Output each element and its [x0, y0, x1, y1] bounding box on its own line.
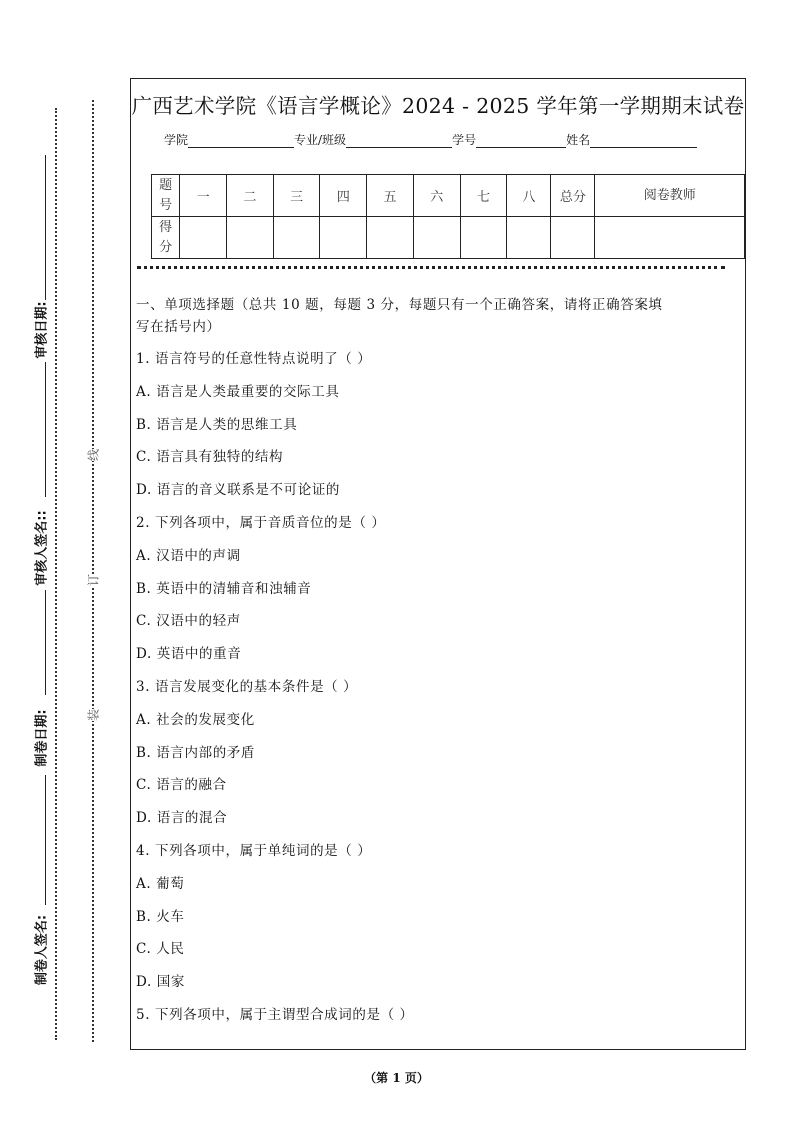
student-info — [164, 131, 697, 148]
header-cell: 二 — [227, 175, 274, 217]
maker-sign-line — [45, 775, 46, 905]
question-option: A. 社会的发展变化 — [136, 711, 255, 728]
score-table-header-row — [152, 175, 745, 217]
question-option: B. 语言是人类的思维工具 — [136, 416, 298, 433]
bind-char-ding: 订 — [83, 574, 104, 586]
question-option: C. 人民 — [136, 941, 185, 958]
bind-char-xian: 线 — [83, 449, 104, 461]
question-option: D. 语言的音义联系是不可论证的 — [136, 482, 341, 499]
score-row-label: 得分 — [152, 217, 180, 259]
header-cell: 六 — [413, 175, 460, 217]
exam-title: 广西艺术学院《语言学概论》2024 - 2025 学年第一学期期末试卷 — [131, 94, 745, 118]
question-option: B. 语言内部的矛盾 — [136, 744, 256, 761]
major-field[interactable] — [346, 133, 452, 148]
question-option: B. 英语中的清辅音和浊辅音 — [136, 580, 312, 597]
header-cell: 题号 — [152, 175, 180, 217]
question-option: C. 语言具有独特的结构 — [136, 449, 284, 466]
score-cell[interactable] — [595, 217, 745, 259]
make-date-line — [45, 590, 46, 695]
question-option: D. 国家 — [136, 974, 185, 991]
margin-dotted-line — [55, 108, 57, 1040]
header-cell: 四 — [320, 175, 367, 217]
question-option: B. 火车 — [136, 908, 185, 925]
header-cell: 一 — [180, 175, 227, 217]
exam-frame — [130, 78, 746, 1050]
question-stem: 3. 语言发展变化的基本条件是（ ） — [136, 679, 358, 695]
score-cell[interactable] — [320, 217, 367, 259]
question-stem: 1. 语言符号的任意性特点说明了（ ） — [136, 351, 372, 367]
reviewer-sign-line — [45, 362, 46, 497]
score-table — [151, 174, 745, 259]
student-id-field[interactable] — [476, 133, 566, 148]
review-date-label: 审核日期: — [34, 301, 50, 359]
question-option: A. 汉语中的声调 — [136, 547, 241, 564]
name-field[interactable] — [590, 133, 697, 148]
section-heading-cont: 写在括号内） — [136, 319, 221, 335]
header-cell: 五 — [367, 175, 414, 217]
question-stem: 5. 下列各项中，属于主谓型合成词的是（ ） — [136, 1007, 414, 1023]
score-cell[interactable] — [460, 217, 507, 259]
question-option: A. 葡萄 — [136, 875, 185, 892]
bind-char-zhuang: 装 — [83, 709, 104, 721]
student-id-label: 学号 — [452, 133, 477, 147]
score-cell[interactable] — [413, 217, 460, 259]
question-option: C. 语言的融合 — [136, 777, 227, 794]
make-date-label: 制卷日期: — [34, 709, 50, 767]
score-cell[interactable] — [180, 217, 227, 259]
review-date-line — [45, 155, 46, 300]
question-stem: 2. 下列各项中，属于音质音位的是（ ） — [136, 515, 386, 531]
score-cell[interactable] — [551, 217, 595, 259]
page-number: （第 1 页） — [364, 1071, 429, 1085]
header-cell: 阅卷教师 — [595, 175, 745, 217]
name-label: 姓名 — [566, 133, 591, 147]
question-option: D. 英语中的重音 — [136, 646, 242, 663]
header-cell: 七 — [460, 175, 507, 217]
major-label: 专业/班级 — [294, 133, 347, 147]
college-label: 学院 — [164, 133, 189, 147]
header-cell: 八 — [507, 175, 551, 217]
score-cell[interactable] — [273, 217, 320, 259]
section-heading: 一、单项选择题（总共 10 题，每题 3 分，每题只有一个正确答案，请将正确答案填 — [136, 297, 663, 313]
score-cell[interactable] — [367, 217, 414, 259]
score-row — [152, 217, 745, 259]
question-option: C. 汉语中的轻声 — [136, 613, 241, 630]
score-cell[interactable] — [507, 217, 551, 259]
question-option: A. 语言是人类最重要的交际工具 — [136, 383, 340, 400]
header-cell: 总分 — [551, 175, 595, 217]
college-field[interactable] — [188, 133, 294, 148]
binding-dotted-line — [92, 100, 94, 1042]
question-option: D. 语言的混合 — [136, 810, 228, 827]
header-cell: 三 — [273, 175, 320, 217]
maker-sign-label: 制卷人签名: — [34, 914, 50, 986]
question-stem: 4. 下列各项中，属于单纯词的是（ ） — [136, 843, 372, 859]
reviewer-sign-label: 审核人签名:: — [34, 510, 50, 586]
separator-dotted — [137, 266, 725, 269]
score-cell[interactable] — [227, 217, 274, 259]
